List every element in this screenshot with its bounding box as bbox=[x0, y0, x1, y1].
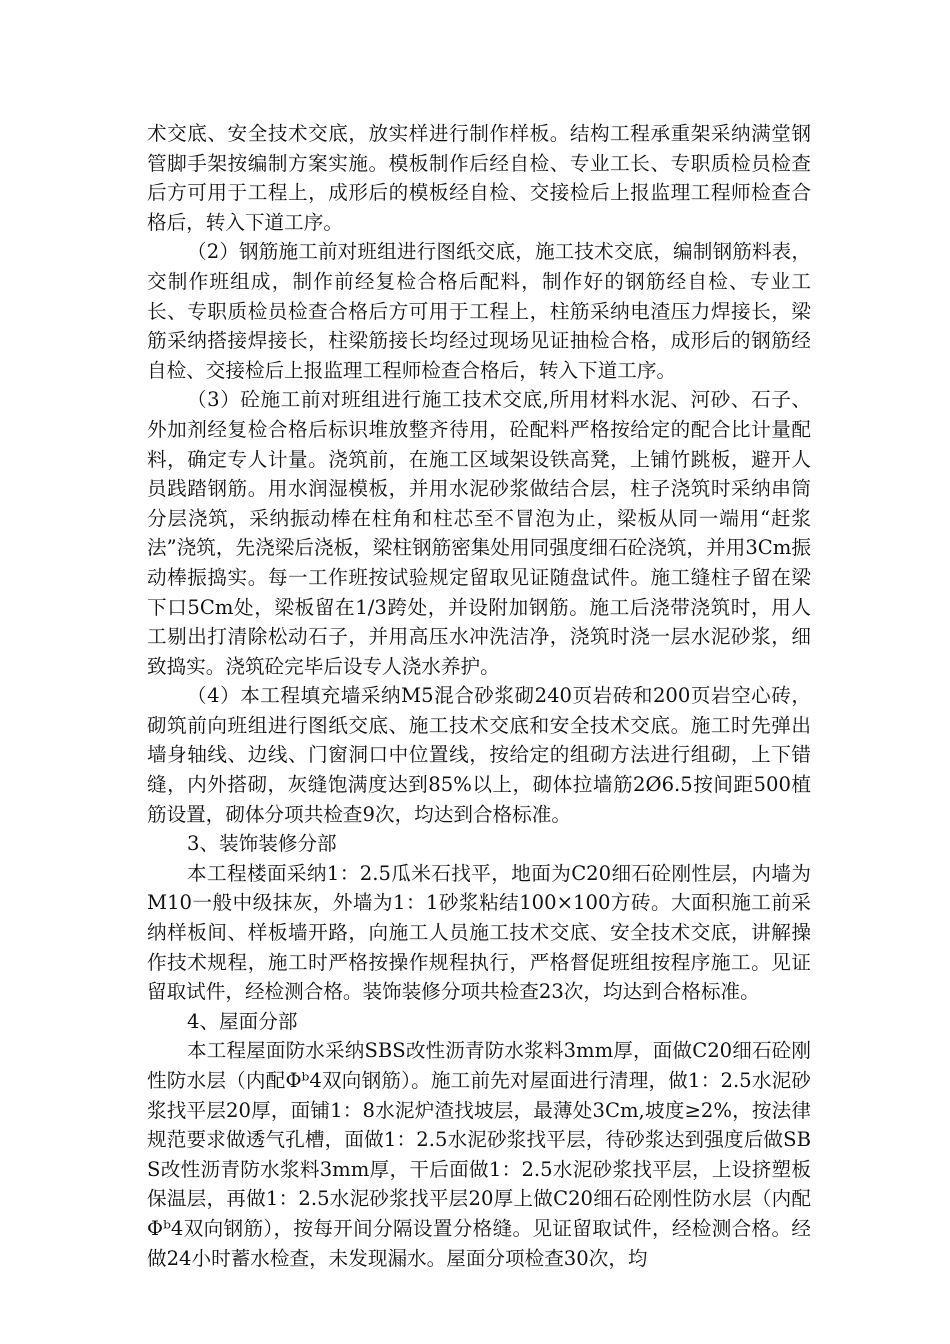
section-heading-decoration: 3、装饰装修分部 bbox=[187, 832, 337, 856]
paragraph-formwork-continuation: 术交底、安全技术交底，放实样进行制作样板。结构工程承重架采纳满堂钢管脚手架按编制方案实施。模板制作后经自检、专业工长、专职质检员检查后方可用于工程上，成形后的模板经自检、交接检后上报监理工程师检查合格后，转入下道工序。 bbox=[147, 122, 811, 234]
paragraph-masonry: （4）本工程填充墙采纳M5混合砂浆砌240页岩砖和200页岩空心砖，砌筑前向班组进行图纸交底、施工技术交底和安全技术交底。施工时先弹出墙身轴线、边线、门窗洞口中位置线，按给定的组砌方法进行组砌，上下错缝，内外搭砌，灰缝饱满度达到85%以上，砌体拉墙筋2Ø6.5按间距500植筋设置，砌体分项共检查9次，均达到合格标准。 bbox=[147, 684, 811, 826]
paragraph-roofing: 本工程屋面防水采纳SBS改性沥青防水浆料3mm厚，面做C20细石砼刚性防水层（内配Φᵇ4双向钢筋）。施工前先对屋面进行清理，做1：2.5水泥砂浆找平层20厚，面铺1：8水泥炉渣找坡层，最薄处3Cm,坡度≥2%，按法律规范要求做透气孔槽，面做1：2.5水泥砂浆找平层，待砂浆达到强度后做SBS改性沥青防水浆料3mm厚，干后面做1：2.5水泥砂浆找平层，上设挤塑板保温层，再做1：2.5水泥砂浆找平层20厚上做C20细石砼刚性防水层（内配Φᵇ4双向钢筋），按每开间分隔设置分格缝。见证留取试件，经检测合格。经做24小时蓄水检查，未发现漏水。屋面分项检查30次，均 bbox=[147, 1039, 811, 1270]
section-heading-roofing: 4、屋面分部 bbox=[187, 1009, 298, 1033]
paragraph-decoration: 本工程楼面采纳1：2.5瓜米石找平，地面为C20细石砼刚性层，内墙为M10一般中级抹灰，外墙为1：1砂浆粘结100×100方砖。大面积施工前采纳样板间、样板墙开路，向施工人员施工技术交底、安全技术交底，讲解操作技术规程，施工时严格按操作规程执行，严格督促班组按程序施工。见证留取试件，经检测合格。装饰装修分项共检查23次，均达到合格标准。 bbox=[147, 861, 811, 1004]
document-page bbox=[147, 119, 811, 1273]
paragraph-concrete: （3）砼施工前对班组进行施工技术交底,所用材料水泥、河砂、石子、外加剂经复检合格后标识堆放整齐待用，砼配料严格按给定的配合比计量配料，确定专人计量。浇筑前，在施工区域架设铁高凳，上铺竹跳板，避开人员践踏钢筋。用水润湿模板，并用水泥砂浆做结合层，柱子浇筑时采纳串筒分层浇筑，采纳振动棒在柱角和柱芯至不冒泡为止，梁板从同一端用“赶浆法”浇筑，先浇梁后浇板，梁柱钢筋密集处用同强度细石砼浇筑，并用3Cm振动棒振捣实。每一工作班按试验规定留取见证随盘试件。施工缝柱子留在梁下口5Cm处，梁板留在1/3跨处，并设附加钢筋。施工后浇带浇筑时，用人工剔出打清除松动石子，并用高压水冲洗洁净，浇筑时浇一层水泥砂浆，细致捣实。浇筑砼完毕后设专人浇水养护。 bbox=[147, 388, 811, 678]
paragraph-rebar: （2）钢筋施工前对班组进行图纸交底，施工技术交底，编制钢筋料表，交制作班组成，制作前经复检合格后配料，制作好的钢筋经自检、专业工长、专职质检员检查合格后方可用于工程上，柱筋采纳电渣压力焊接长，梁筋采纳搭接焊接长，柱梁筋接长均经过现场见证抽检合格，成形后的钢筋经自检、交接检后上报监理工程师检查合格后，转入下道工序。 bbox=[147, 240, 811, 382]
